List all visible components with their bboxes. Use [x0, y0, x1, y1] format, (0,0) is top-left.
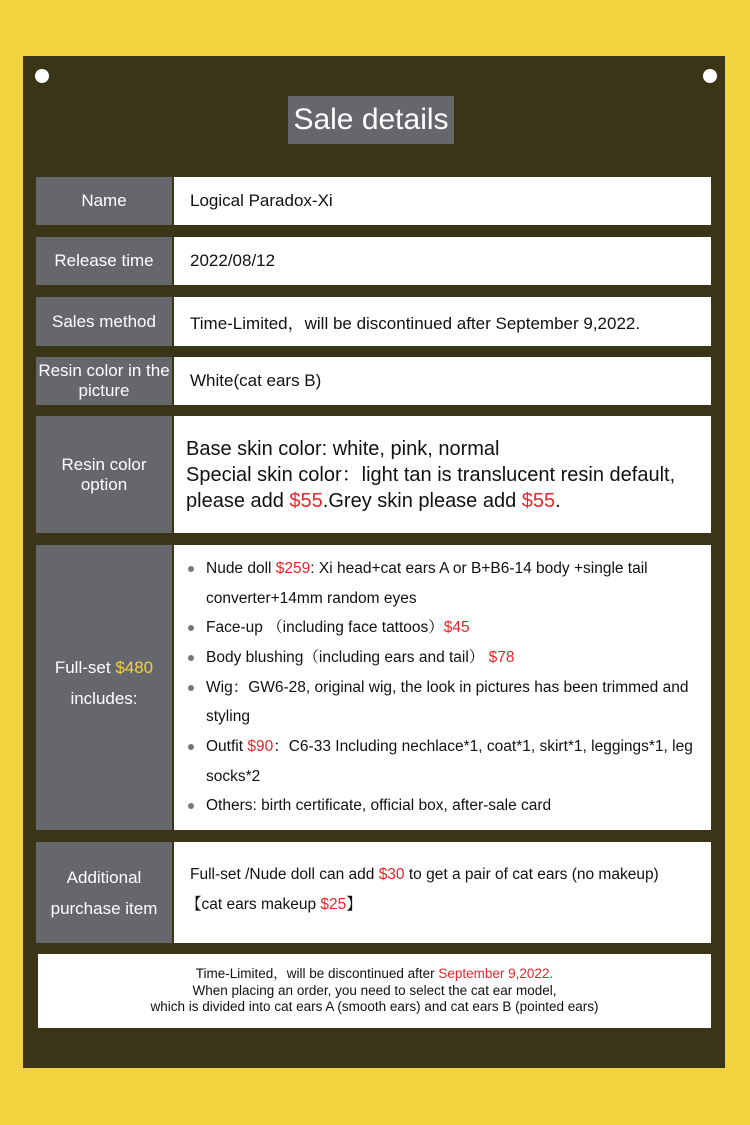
- pin-hole-left: [35, 69, 49, 83]
- resin-color-picture-label: Resin color in the picture: [36, 357, 172, 405]
- release-time-label: Release time: [36, 237, 172, 285]
- period-text: .: [555, 489, 561, 512]
- grey-skin-text: .Grey skin please add: [322, 489, 522, 512]
- add-ears-text: Full-set /Nude doll can add: [190, 866, 379, 883]
- full-set-contents: [174, 545, 711, 830]
- includes-text: includes:: [70, 689, 138, 708]
- item-detail: ：C6-33 Including nechlace*1, coat*1, skirt*1, leggings*1, leg socks*2: [206, 738, 693, 785]
- item-price: $259: [275, 559, 311, 577]
- additional-purchase-value: [174, 842, 711, 943]
- sales-method-label: Sales method: [36, 297, 172, 346]
- resin-color-option-value: [174, 416, 711, 533]
- tan-price: $55: [289, 489, 323, 512]
- grey-price: $55: [521, 489, 556, 512]
- row-release-time: [36, 237, 711, 285]
- makeup-close-bracket: 】: [346, 896, 362, 913]
- item-detail: : Xi head+cat ears A or B+B6-14 body +single tail converter+14mm random eyes: [206, 559, 648, 607]
- full-set-item: [188, 554, 699, 613]
- item-text: Others: birth certificate, official box, after-sale card: [206, 797, 552, 815]
- item-price: $45: [443, 619, 470, 637]
- resin-option-text: [174, 436, 685, 514]
- ears-desc-text: to get a pair of cat ears (no makeup): [404, 866, 659, 883]
- item-price: $78: [488, 648, 515, 666]
- item-text: Outfit: [206, 738, 248, 756]
- page-title: Sale details: [288, 96, 454, 144]
- item-text: Body blushing（including ears and tail）: [206, 648, 489, 666]
- resin-color-picture-value: White(cat ears B): [174, 357, 711, 405]
- full-set-text: Full-set: [54, 658, 116, 677]
- note-line1: Time-Limited，will be discontinued after: [195, 966, 439, 981]
- full-set-label: [36, 545, 172, 830]
- additional-purchase-label: Additional purchase item: [36, 842, 172, 943]
- order-note: [38, 954, 711, 1028]
- note-deadline: September 9,2022.: [438, 966, 554, 981]
- note-line3: which is divided into cat ears A (smooth ears) and cat ears B (pointed ears): [150, 999, 599, 1014]
- special-skin-line: Special skin color：light tan is translucent resin default,: [186, 463, 676, 486]
- full-set-item: [188, 732, 699, 791]
- release-time-value: 2022/08/12: [174, 237, 711, 285]
- makeup-text: 【cat ears makeup: [186, 896, 321, 913]
- sale-details-panel: [23, 56, 725, 1068]
- row-name: [36, 177, 711, 225]
- full-set-item: [188, 613, 699, 643]
- cat-ears-price: $30: [378, 866, 405, 883]
- pin-hole-right: [703, 69, 717, 83]
- add-price-text: please add: [186, 489, 290, 512]
- item-text: Nude doll: [206, 559, 276, 577]
- name-label: Name: [36, 177, 172, 225]
- note-line2: When placing an order, you need to select the cat ear model,: [192, 982, 557, 998]
- item-text: Face-up （including face tattoos）: [206, 619, 444, 637]
- name-value: Logical Paradox-Xi: [174, 177, 711, 225]
- row-resin-color-option: [36, 416, 711, 533]
- item-price: $90: [247, 738, 274, 756]
- base-skin-line: Base skin color: white, pink, normal: [186, 437, 500, 460]
- row-additional-purchase: [36, 842, 711, 943]
- item-text: Wig：GW6-28, original wig, the look in pictures has been trimmed and styling: [206, 678, 689, 726]
- full-set-item: [188, 643, 699, 673]
- sales-method-value: Time-Limited，will be discontinued after September 9,2022.: [174, 297, 711, 346]
- row-full-set: [36, 545, 711, 830]
- makeup-price: $25: [320, 896, 347, 913]
- row-resin-color-picture: [36, 357, 711, 405]
- full-set-list: [174, 554, 711, 821]
- row-sales-method: [36, 297, 711, 346]
- resin-color-option-label: Resin color option: [36, 416, 172, 533]
- full-set-price: $480: [115, 658, 154, 677]
- full-set-item: [188, 791, 699, 821]
- full-set-item: [188, 673, 699, 732]
